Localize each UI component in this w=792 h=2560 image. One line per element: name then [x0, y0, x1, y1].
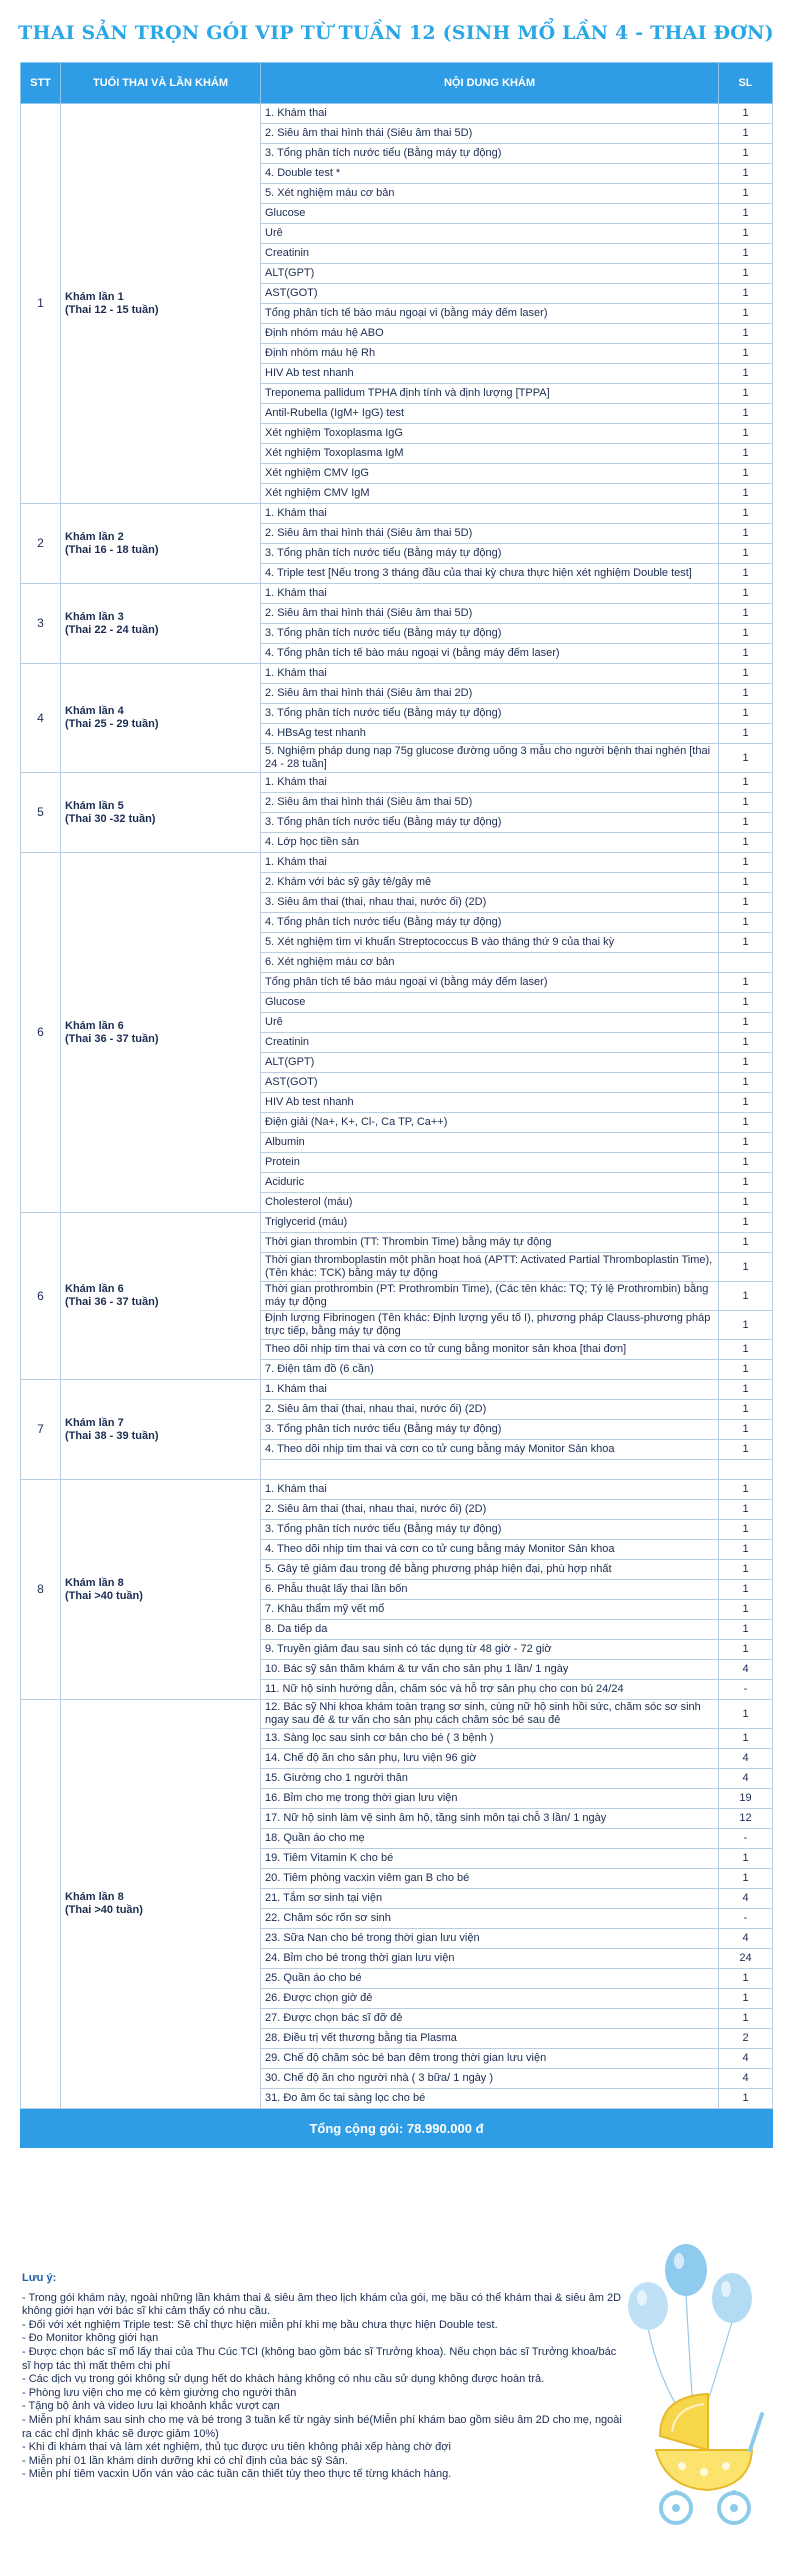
exam-quantity: -: [719, 1909, 773, 1929]
row-stt: 6: [21, 853, 61, 1213]
exam-quantity: 12: [719, 1809, 773, 1829]
exam-quantity: 1: [719, 684, 773, 704]
exam-content: 29. Chế độ chăm sóc bé ban đêm trong thời gian lưu viện: [261, 2049, 719, 2069]
exam-content: 10. Bác sỹ sản thăm khám & tư vấn cho sản phụ 1 lần/ 1 ngày: [261, 1660, 719, 1680]
exam-content: Creatinin: [261, 1033, 719, 1053]
exam-quantity: 1: [719, 284, 773, 304]
header-noi-dung: NỘI DUNG KHÁM: [261, 63, 719, 104]
notes-title: Lưu ý:: [22, 2272, 57, 2284]
table-row: [21, 1213, 773, 1233]
exam-quantity: 1: [719, 704, 773, 724]
exam-quantity: 1: [719, 1620, 773, 1640]
exam-content: Theo dõi nhịp tim thai và cơn co tử cung bằng monitor sản khoa [thai đơn]: [261, 1340, 719, 1360]
exam-quantity: 1: [719, 1033, 773, 1053]
exam-content: 1. Khám thai: [261, 1380, 719, 1400]
exam-quantity: 1: [719, 1153, 773, 1173]
exam-quantity: 1: [719, 1480, 773, 1500]
exam-content: 1. Khám thai: [261, 504, 719, 524]
exam-content: HIV Ab test nhanh: [261, 364, 719, 384]
exam-quantity: 1: [719, 524, 773, 544]
exam-content: 1. Khám thai: [261, 104, 719, 124]
note-line: - Được chọn bác sĩ mổ lấy thai của Thu Cúc TCI (không bao gồm bác sĩ Trưởng khoa). Nếu chọn bác sĩ Trưởng khoa/bác sĩ hợp tác thì mất thêm chi phí: [22, 2345, 617, 2372]
notes-list: [22, 2292, 622, 2482]
exam-quantity: 1: [719, 1560, 773, 1580]
exam-content: 3. Tổng phân tích nước tiểu (Bằng máy tự động): [261, 704, 719, 724]
exam-content: ALT(GPT): [261, 264, 719, 284]
note-line: - Đo Monitor không giới hạn: [22, 2332, 159, 2345]
exam-quantity: 1: [719, 1282, 773, 1311]
exam-content: 9. Truyền giảm đau sau sinh có tác dụng từ 48 giờ - 72 giờ: [261, 1640, 719, 1660]
exam-quantity: 1: [719, 1580, 773, 1600]
table-row: [21, 104, 773, 124]
exam-content: Glucose: [261, 993, 719, 1013]
row-stt: 4: [21, 664, 61, 773]
exam-quantity: 2: [719, 2029, 773, 2049]
row-stt: 7: [21, 1380, 61, 1480]
exam-quantity: 24: [719, 1949, 773, 1969]
exam-content: 26. Được chọn giờ đẻ: [261, 1989, 719, 2009]
exam-content: 6. Phẫu thuật lấy thai lần bốn: [261, 1580, 719, 1600]
exam-quantity: 1: [719, 1093, 773, 1113]
exam-content: 18. Quần áo cho mẹ: [261, 1829, 719, 1849]
exam-content: 2. Siêu âm thai hình thái (Siêu âm thai 5D): [261, 793, 719, 813]
exam-quantity: 1: [719, 384, 773, 404]
exam-content: 1. Khám thai: [261, 853, 719, 873]
exam-quantity: 4: [719, 1889, 773, 1909]
row-stt: 1: [21, 104, 61, 504]
visit-label: Khám lần 6 (Thai 36 - 37 tuần): [61, 853, 261, 1213]
exam-quantity: 1: [719, 644, 773, 664]
table-header-row: [21, 63, 773, 104]
exam-content: 3. Tổng phân tích nước tiểu (Bằng máy tự động): [261, 813, 719, 833]
note-line: - Khi đi khám thai và làm xét nghiệm, thủ tục được ưu tiên không phải xếp hàng chờ đợi: [22, 2441, 451, 2454]
row-stt: 5: [21, 773, 61, 853]
exam-content: Cholesterol (máu): [261, 1193, 719, 1213]
exam-quantity: 1: [719, 913, 773, 933]
visit-label: Khám lần 7 (Thai 38 - 39 tuần): [61, 1380, 261, 1480]
note-line: - Miễn phí khám sau sinh cho mẹ và bé trong 3 tuần kể từ ngày sinh bé(Miễn phí khám bao gồm siêu âm 2D cho mẹ, ngoài ra các chỉ định khác sẽ được giảm 10%): [22, 2413, 622, 2440]
exam-quantity: 1: [719, 324, 773, 344]
exam-content: Antil-Rubella (IgM+ IgG) test: [261, 404, 719, 424]
exam-quantity: 1: [719, 1073, 773, 1093]
visit-label: Khám lần 3 (Thai 22 - 24 tuần): [61, 584, 261, 664]
exam-quantity: 1: [719, 1193, 773, 1213]
exam-content: 4. Lớp học tiền sản: [261, 833, 719, 853]
note-line: - Trong gói khám này, ngoài những lần khám thai & siêu âm theo lịch khám của gói, mẹ bầu có thể khám thai & siêu âm 2D không giới hạn với bác sĩ khi cảm thấy có nhu cầu.: [22, 2291, 622, 2318]
notes-section: [22, 2272, 622, 2482]
table-row: [21, 504, 773, 524]
exam-content: 2. Siêu âm thai hình thái (Siêu âm thai 5D): [261, 124, 719, 144]
exam-content: 1. Khám thai: [261, 1480, 719, 1500]
exam-quantity: 1: [719, 204, 773, 224]
exam-content: 5. Xét nghiệm máu cơ bản: [261, 184, 719, 204]
exam-quantity: 1: [719, 244, 773, 264]
exam-content: 4. Theo dõi nhịp tim thai và cơn co tử cung bằng máy Monitor Sản khoa: [261, 1540, 719, 1560]
table-row: [21, 853, 773, 873]
exam-content: 3. Tổng phân tích nước tiểu (Bằng máy tự động): [261, 1420, 719, 1440]
exam-quantity: 1: [719, 744, 773, 773]
exam-content: 24. Bỉm cho bé trong thời gian lưu viện: [261, 1949, 719, 1969]
row-stt: 8: [21, 1480, 61, 1700]
exam-content: Định lượng Fibrinogen (Tên khác: Định lượng yếu tố I), phương pháp Clauss-phương pháp trực tiếp, bằng máy tự động: [261, 1311, 719, 1340]
exam-quantity: 1: [719, 484, 773, 504]
exam-content: HIV Ab test nhanh: [261, 1093, 719, 1113]
visit-label: Khám lần 8 (Thai >40 tuần): [61, 1700, 261, 2109]
exam-quantity: 4: [719, 1749, 773, 1769]
visit-label: Khám lần 4 (Thai 25 - 29 tuần): [61, 664, 261, 773]
exam-quantity: 1: [719, 1540, 773, 1560]
exam-quantity: 4: [719, 2049, 773, 2069]
exam-content: 2. Siêu âm thai (thai, nhau thai, nước ối) (2D): [261, 1400, 719, 1420]
exam-content: 6. Xét nghiệm máu cơ bản: [261, 953, 719, 973]
exam-content: 1. Khám thai: [261, 664, 719, 684]
exam-content: 4. Tổng phân tích nước tiểu (Bằng máy tự động): [261, 913, 719, 933]
exam-content: Protein: [261, 1153, 719, 1173]
exam-quantity: 1: [719, 2089, 773, 2109]
exam-content: 5. Nghiệm pháp dung nạp 75g glucose đường uống 3 mẫu cho người bệnh thai nghén [thai 24 - 28 tuần]: [261, 744, 719, 773]
exam-quantity: 1: [719, 1420, 773, 1440]
exam-content: Định nhóm máu hệ Rh: [261, 344, 719, 364]
exam-quantity: 1: [719, 1700, 773, 1729]
exam-content: 30. Chế độ ăn cho người nhà ( 3 bữa/ 1 ngày ): [261, 2069, 719, 2089]
exam-quantity: 1: [719, 833, 773, 853]
exam-quantity: [719, 1460, 773, 1480]
exam-content: 2. Siêu âm thai hình thái (Siêu âm thai 5D): [261, 604, 719, 624]
exam-quantity: 1: [719, 664, 773, 684]
exam-content: Định nhóm máu hệ ABO: [261, 324, 719, 344]
exam-quantity: 1: [719, 264, 773, 284]
exam-content: Glucose: [261, 204, 719, 224]
exam-content: 3. Tổng phân tích nước tiểu (Bằng máy tự động): [261, 144, 719, 164]
exam-quantity: 1: [719, 304, 773, 324]
exam-quantity: -: [719, 1829, 773, 1849]
visit-label: Khám lần 2 (Thai 16 - 18 tuần): [61, 504, 261, 584]
exam-content: 17. Nữ hộ sinh làm vệ sinh âm hộ, tầng sinh môn tại chỗ 3 lần/ 1 ngày: [261, 1809, 719, 1829]
exam-content: 3. Tổng phân tích nước tiểu (Bằng máy tự động): [261, 544, 719, 564]
exam-quantity: 1: [719, 404, 773, 424]
exam-content: Thời gian thromboplastin một phần hoạt hoá (APTT: Activated Partial Thromboplastin Time), (Tên khác: TCK) bằng máy tự động: [261, 1253, 719, 1282]
exam-quantity: 1: [719, 1113, 773, 1133]
header-tuoi-thai: TUỔI THAI VÀ LẦN KHÁM: [61, 63, 261, 104]
exam-quantity: 1: [719, 993, 773, 1013]
exam-content: 22. Chăm sóc rốn sơ sinh: [261, 1909, 719, 1929]
exam-content: Aciduric: [261, 1173, 719, 1193]
exam-quantity: 1: [719, 604, 773, 624]
note-line: - Đối với xét nghiệm Triple test: Sẽ chỉ thực hiện miễn phí khi mẹ bầu chưa thực hiện Double test.: [22, 2318, 498, 2331]
table-body: [21, 104, 773, 2109]
exam-content: AST(GOT): [261, 1073, 719, 1093]
table-row: [21, 664, 773, 684]
visit-label: Khám lần 6 (Thai 36 - 37 tuần): [61, 1213, 261, 1380]
exam-quantity: 1: [719, 873, 773, 893]
exam-content: 5. Xét nghiệm tìm vi khuẩn Streptococcus B vào tháng thứ 9 của thai kỳ: [261, 933, 719, 953]
exam-content: [261, 1460, 719, 1480]
exam-quantity: 1: [719, 164, 773, 184]
exam-content: 3. Tổng phân tích nước tiểu (Bằng máy tự động): [261, 1520, 719, 1540]
exam-content: Urê: [261, 224, 719, 244]
exam-content: 28. Điều trị vết thương bằng tia Plasma: [261, 2029, 719, 2049]
exam-quantity: 1: [719, 1173, 773, 1193]
exam-quantity: 1: [719, 104, 773, 124]
exam-quantity: 1: [719, 144, 773, 164]
exam-content: Treponema pallidum TPHA định tính và định lượng [TPPA]: [261, 384, 719, 404]
exam-quantity: -: [719, 1680, 773, 1700]
exam-content: 1. Khám thai: [261, 773, 719, 793]
exam-quantity: 1: [719, 1520, 773, 1540]
exam-content: 7. Điện tâm đồ (6 cần): [261, 1360, 719, 1380]
exam-quantity: 1: [719, 424, 773, 444]
exam-quantity: 1: [719, 184, 773, 204]
exam-quantity: 1: [719, 1380, 773, 1400]
note-line: - Các dịch vụ trong gói không sử dụng hết do khách hàng không có nhu cầu sử dụng không được hoàn trả.: [22, 2373, 545, 2386]
visit-label: Khám lần 1 (Thai 12 - 15 tuần): [61, 104, 261, 504]
exam-quantity: 1: [719, 1253, 773, 1282]
exam-quantity: 1: [719, 724, 773, 744]
note-line: - Miễn phí 01 lần khám dinh dưỡng khi có chỉ định của bác sỹ Sản.: [22, 2454, 348, 2467]
exam-content: 16. Bỉm cho mẹ trong thời gian lưu viện: [261, 1789, 719, 1809]
exam-quantity: 1: [719, 933, 773, 953]
exam-content: Thời gian thrombin (TT: Thrombin Time) bằng máy tự động: [261, 1233, 719, 1253]
exam-content: 2. Siêu âm thai (thai, nhau thai, nước ối) (2D): [261, 1500, 719, 1520]
exam-content: Xét nghiệm Toxoplasma IgM: [261, 444, 719, 464]
exam-quantity: 1: [719, 344, 773, 364]
exam-content: 31. Đo âm ốc tai sàng lọc cho bé: [261, 2089, 719, 2109]
header-stt: STT: [21, 63, 61, 104]
note-line: - Tặng bộ ảnh và video lưu lại khoảnh khắc vượt cạn: [22, 2400, 280, 2413]
exam-content: Xét nghiệm Toxoplasma IgG: [261, 424, 719, 444]
visit-label: Khám lần 5 (Thai 30 -32 tuần): [61, 773, 261, 853]
exam-quantity: 1: [719, 1311, 773, 1340]
exam-quantity: 1: [719, 544, 773, 564]
exam-content: Creatinin: [261, 244, 719, 264]
exam-quantity: 1: [719, 1133, 773, 1153]
exam-quantity: 1: [719, 1213, 773, 1233]
exam-content: Urê: [261, 1013, 719, 1033]
exam-quantity: 1: [719, 1340, 773, 1360]
page-title: THAI SẢN TRỌN GÓI VIP TỪ TUẦN 12 (SINH MỔ LẦN 4 - THAI ĐƠN): [18, 22, 774, 44]
exam-quantity: [719, 953, 773, 973]
exam-quantity: 1: [719, 1849, 773, 1869]
exam-content: 7. Khâu thẩm mỹ vết mổ: [261, 1600, 719, 1620]
exam-quantity: 1: [719, 1729, 773, 1749]
exam-content: 2. Siêu âm thai hình thái (Siêu âm thai 5D): [261, 524, 719, 544]
exam-quantity: 1: [719, 2009, 773, 2029]
exam-quantity: 1: [719, 853, 773, 873]
exam-quantity: 1: [719, 1600, 773, 1620]
exam-quantity: 1: [719, 224, 773, 244]
exam-content: Xét nghiệm CMV IgM: [261, 484, 719, 504]
package-table: [20, 62, 773, 2148]
exam-content: Xét nghiệm CMV IgG: [261, 464, 719, 484]
exam-quantity: 1: [719, 793, 773, 813]
exam-content: 4. Double test *: [261, 164, 719, 184]
exam-content: 21. Tắm sơ sinh tại viện: [261, 1889, 719, 1909]
exam-quantity: 1: [719, 624, 773, 644]
exam-content: Triglycerid (máu): [261, 1213, 719, 1233]
exam-quantity: 1: [719, 1440, 773, 1460]
exam-content: 4. HBsAg test nhanh: [261, 724, 719, 744]
visit-label: Khám lần 8 (Thai >40 tuần): [61, 1480, 261, 1700]
exam-content: 11. Nữ hộ sinh hướng dẫn, chăm sóc và hỗ trợ sản phụ cho con bú 24/24: [261, 1680, 719, 1700]
exam-quantity: 1: [719, 813, 773, 833]
exam-content: 2. Khám với bác sỹ gây tê/gây mê: [261, 873, 719, 893]
row-stt: 2: [21, 504, 61, 584]
exam-content: 4. Triple test [Nếu trong 3 tháng đầu của thai kỳ chưa thực hiện xét nghiệm Double test]: [261, 564, 719, 584]
exam-content: 8. Da tiếp da: [261, 1620, 719, 1640]
exam-content: 5. Gây tê giảm đau trong đẻ bằng phương pháp hiện đại, phù hợp nhất: [261, 1560, 719, 1580]
exam-content: 1. Khám thai: [261, 584, 719, 604]
table-row: [21, 1480, 773, 1500]
baby-stroller-balloons-icon: [620, 2236, 770, 2536]
header-sl: SL: [719, 63, 773, 104]
exam-quantity: 1: [719, 444, 773, 464]
exam-quantity: 1: [719, 973, 773, 993]
exam-quantity: 1: [719, 1989, 773, 2009]
exam-quantity: 1: [719, 364, 773, 384]
table-row: [21, 1380, 773, 1400]
exam-quantity: 4: [719, 1769, 773, 1789]
exam-content: 13. Sàng lọc sau sinh cơ bản cho bé ( 3 bệnh ): [261, 1729, 719, 1749]
exam-content: 4. Tổng phân tích tế bào máu ngoại vi (bằng máy đếm laser): [261, 644, 719, 664]
exam-content: 23. Sữa Nan cho bé trong thời gian lưu viện: [261, 1929, 719, 1949]
exam-content: Tổng phân tích tế bào máu ngoại vi (bằng máy đếm laser): [261, 973, 719, 993]
table-row: [21, 773, 773, 793]
exam-content: Tổng phân tích tế bào máu ngoại vi (bằng máy đếm laser): [261, 304, 719, 324]
exam-content: Thời gian prothrombin (PT: Prothrombin Time), (Các tên khác: TQ; Tỷ lệ Prothrombin) bằng máy tự động: [261, 1282, 719, 1311]
exam-content: 15. Giường cho 1 người thân: [261, 1769, 719, 1789]
exam-content: ALT(GPT): [261, 1053, 719, 1073]
exam-content: 3. Siêu âm thai (thai, nhau thai, nước ối) (2D): [261, 893, 719, 913]
package-table-wrapper: [20, 62, 772, 2148]
exam-content: 12. Bác sỹ Nhi khoa khám toàn trạng sơ sinh, cùng nữ hộ sinh hồi sức, chăm sóc sơ sinh ngay sau đẻ & tư vấn cho sản phụ cách chăm sóc bé sau đẻ: [261, 1700, 719, 1729]
exam-content: 4. Theo dõi nhịp tim thai và cơn co tử cung bằng máy Monitor Sản khoa: [261, 1440, 719, 1460]
exam-quantity: 1: [719, 773, 773, 793]
table-row: [21, 1700, 773, 1729]
exam-content: 19. Tiêm Vitamin K cho bé: [261, 1849, 719, 1869]
exam-quantity: 1: [719, 1360, 773, 1380]
exam-content: 3. Tổng phân tích nước tiểu (Bằng máy tự động): [261, 624, 719, 644]
row-stt: 3: [21, 584, 61, 664]
row-stt: 6: [21, 1213, 61, 1380]
exam-content: 14. Chế độ ăn cho sản phụ, lưu viện 96 giờ: [261, 1749, 719, 1769]
exam-content: Điện giải (Na+, K+, Cl-, Ca TP, Ca++): [261, 1113, 719, 1133]
exam-quantity: 1: [719, 1233, 773, 1253]
row-stt: [21, 1700, 61, 2109]
exam-quantity: 1: [719, 1640, 773, 1660]
exam-content: Albumin: [261, 1133, 719, 1153]
total-price: Tổng cộng gói: 78.990.000 đ: [21, 2109, 773, 2148]
exam-quantity: 1: [719, 1013, 773, 1033]
exam-quantity: 1: [719, 564, 773, 584]
exam-quantity: 1: [719, 893, 773, 913]
exam-quantity: 1: [719, 1969, 773, 1989]
exam-quantity: 4: [719, 1660, 773, 1680]
note-line: - Phòng lưu viện cho mẹ có kèm giường cho người thân: [22, 2386, 297, 2399]
note-line: - Miễn phí tiêm vacxin Uốn ván vào các tuần căn thiết tùy theo thực tế từng khách hàng.: [22, 2468, 452, 2481]
exam-quantity: 4: [719, 2069, 773, 2089]
exam-content: 25. Quần áo cho bé: [261, 1969, 719, 1989]
exam-quantity: 1: [719, 124, 773, 144]
exam-quantity: 1: [719, 464, 773, 484]
exam-content: 2. Siêu âm thai hình thái (Siêu âm thai 2D): [261, 684, 719, 704]
exam-content: 20. Tiêm phòng vacxin viêm gan B cho bé: [261, 1869, 719, 1889]
exam-content: AST(GOT): [261, 284, 719, 304]
total-row: [21, 2109, 773, 2148]
exam-quantity: 1: [719, 1869, 773, 1889]
table-row: [21, 584, 773, 604]
exam-quantity: 1: [719, 584, 773, 604]
exam-quantity: 1: [719, 1400, 773, 1420]
exam-quantity: 1: [719, 1053, 773, 1073]
exam-content: 27. Được chọn bác sĩ đỡ đẻ: [261, 2009, 719, 2029]
exam-quantity: 1: [719, 504, 773, 524]
exam-quantity: 19: [719, 1789, 773, 1809]
exam-quantity: 1: [719, 1500, 773, 1520]
exam-quantity: 4: [719, 1929, 773, 1949]
